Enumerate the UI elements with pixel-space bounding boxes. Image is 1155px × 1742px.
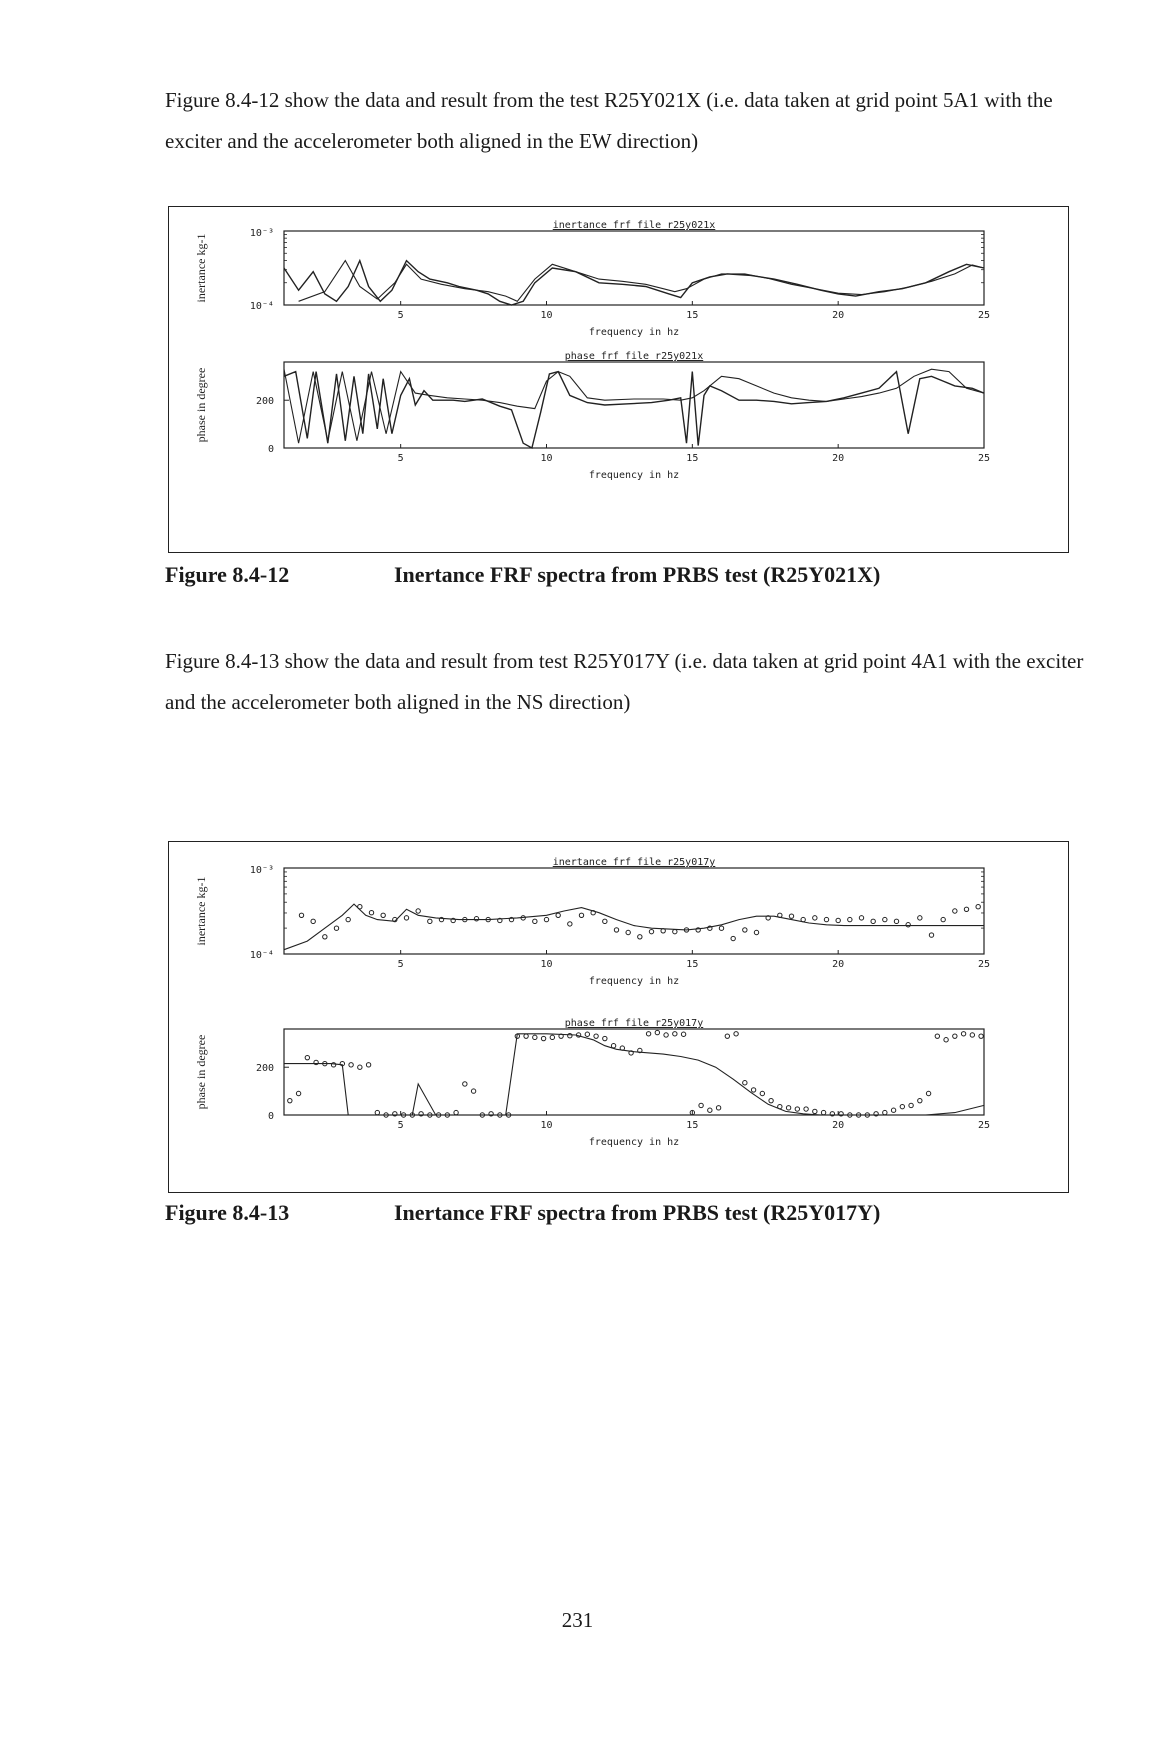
- data-point: [673, 929, 677, 933]
- data-point: [944, 1038, 948, 1042]
- panel-title: inertance frf file r25y021x: [552, 220, 716, 231]
- data-point: [550, 1035, 554, 1039]
- x-tick-label: 5: [397, 453, 404, 464]
- data-point: [594, 1034, 598, 1038]
- data-point: [725, 1034, 729, 1038]
- data-point: [900, 1104, 904, 1108]
- x-axis-label: frequency in hz: [588, 976, 680, 987]
- data-point: [626, 930, 630, 934]
- figure-caption: Inertance FRF spectra from PRBS test (R25Y021X): [394, 562, 881, 587]
- data-point: [603, 919, 607, 923]
- data-point: [859, 916, 863, 920]
- data-point: [579, 913, 583, 917]
- figure-number: Figure 8.4-12: [165, 562, 290, 587]
- figure-8-4-12-plot: [169, 207, 1068, 552]
- x-tick-label: 15: [686, 959, 699, 970]
- page-number: 231: [561, 1608, 594, 1632]
- data-point: [813, 1109, 817, 1113]
- x-tick-label: 5: [397, 310, 404, 321]
- data-point: [349, 1063, 353, 1067]
- data-point: [929, 933, 933, 937]
- data-point: [909, 1103, 913, 1107]
- data-point: [646, 1032, 650, 1036]
- plot-frame: [284, 362, 984, 448]
- data-point: [681, 1032, 685, 1036]
- data-point: [366, 1063, 370, 1067]
- data-point: [533, 919, 537, 923]
- figure-8-4-12: [168, 206, 1069, 553]
- x-tick-label: 10: [540, 453, 553, 464]
- data-point: [603, 1036, 607, 1040]
- x-tick-label: 5: [397, 1120, 404, 1131]
- data-point: [760, 1091, 764, 1095]
- fitted-series-line: [284, 904, 984, 950]
- data-point: [769, 1098, 773, 1102]
- data-point: [836, 918, 840, 922]
- x-tick-label: 10: [540, 959, 553, 970]
- y-tick-label: 200: [255, 396, 274, 408]
- data-point: [941, 917, 945, 921]
- data-point: [795, 1107, 799, 1111]
- data-point: [541, 1036, 545, 1040]
- data-point: [381, 913, 385, 917]
- data-point: [471, 1089, 475, 1093]
- data-point: [334, 926, 338, 930]
- bottom-panel: [194, 351, 990, 481]
- data-point: [358, 1065, 362, 1069]
- data-point: [463, 1082, 467, 1086]
- measured-series-line: [284, 372, 984, 448]
- y-tick-label: 0: [267, 444, 274, 455]
- x-tick-label: 20: [832, 959, 845, 970]
- data-point: [918, 1098, 922, 1102]
- data-point: [906, 923, 910, 927]
- data-point: [754, 930, 758, 934]
- data-point: [664, 1033, 668, 1037]
- data-point: [821, 1110, 825, 1114]
- top-panel: [194, 220, 990, 338]
- data-point: [716, 1106, 720, 1110]
- x-tick-label: 15: [686, 1120, 699, 1131]
- data-point: [673, 1032, 677, 1036]
- x-tick-label: 10: [540, 1120, 553, 1131]
- y-axis-label: phase in degree: [194, 367, 208, 443]
- x-tick-label: 10: [540, 310, 553, 321]
- data-point: [848, 917, 852, 921]
- data-point: [346, 917, 350, 921]
- y-tick-label: 10⁻⁴: [249, 301, 274, 312]
- y-axis-label: inertance kg-1: [194, 876, 208, 946]
- x-axis-label: frequency in hz: [588, 1137, 680, 1148]
- fitted-series-line: [284, 369, 984, 443]
- data-point: [734, 1032, 738, 1036]
- data-point: [655, 1030, 659, 1034]
- x-tick-label: 20: [832, 453, 845, 464]
- plot-frame: [284, 868, 984, 954]
- y-tick-label: 10⁻⁴: [249, 950, 274, 961]
- y-axis-label: inertance kg-1: [194, 233, 208, 303]
- data-point: [288, 1098, 292, 1102]
- data-point: [699, 1103, 703, 1107]
- data-point: [708, 1108, 712, 1112]
- data-point: [743, 928, 747, 932]
- x-tick-label: 15: [686, 453, 699, 464]
- panel-title: phase frf file r25y017y: [564, 1018, 704, 1029]
- data-point: [926, 1091, 930, 1095]
- data-point: [979, 1034, 983, 1038]
- x-tick-label: 20: [832, 1120, 845, 1131]
- x-tick-label: 25: [977, 310, 991, 321]
- data-point: [404, 916, 408, 920]
- data-point: [789, 914, 793, 918]
- data-point: [296, 1091, 300, 1095]
- data-point: [556, 913, 560, 917]
- plot-frame: [284, 1029, 984, 1115]
- y-tick-label: 10⁻³: [249, 228, 274, 239]
- data-point: [891, 1108, 895, 1112]
- panel-title: phase frf file r25y021x: [564, 351, 704, 362]
- data-point: [883, 917, 887, 921]
- data-point: [375, 1110, 379, 1114]
- data-point: [544, 917, 548, 921]
- data-point: [824, 917, 828, 921]
- data-point: [883, 1110, 887, 1114]
- fitted-series-line: [284, 1034, 984, 1115]
- figure-number: Figure 8.4-13: [165, 1200, 290, 1225]
- x-tick-label: 15: [686, 310, 699, 321]
- data-point: [871, 919, 875, 923]
- data-point: [533, 1035, 537, 1039]
- x-axis-label: frequency in hz: [588, 470, 680, 481]
- data-point: [970, 1033, 974, 1037]
- y-tick-label: 0: [267, 1111, 274, 1122]
- x-axis-label: frequency in hz: [588, 327, 680, 338]
- data-point: [935, 1034, 939, 1038]
- figure-8-4-13-plot: [169, 842, 1068, 1192]
- data-point: [976, 905, 980, 909]
- figure-8-4-13: [168, 841, 1069, 1193]
- data-point: [743, 1081, 747, 1085]
- data-point: [786, 1106, 790, 1110]
- data-point: [311, 919, 315, 923]
- data-point: [416, 909, 420, 913]
- y-axis-label: phase in degree: [194, 1034, 208, 1110]
- data-point: [524, 1034, 528, 1038]
- data-point: [474, 917, 478, 921]
- data-point: [638, 935, 642, 939]
- data-point: [961, 1032, 965, 1036]
- data-point: [614, 928, 618, 932]
- fitted-series-line: [299, 261, 984, 302]
- data-point: [299, 913, 303, 917]
- panel-title: inertance frf file r25y017y: [552, 857, 716, 868]
- x-tick-label: 25: [977, 453, 991, 464]
- top-panel: [194, 857, 990, 987]
- x-tick-label: 25: [977, 959, 991, 970]
- bottom-panel: [194, 1018, 990, 1148]
- data-point: [813, 916, 817, 920]
- intro-paragraph-1: Figure 8.4-12 show the data and result from the test R25Y021X (i.e. data taken at grid point 5A1 with the exciter and the accelerometer both aligned in the EW direction): [165, 88, 1053, 153]
- data-point: [918, 916, 922, 920]
- data-point: [611, 1044, 615, 1048]
- x-tick-label: 25: [977, 1120, 991, 1131]
- figure-caption: Inertance FRF spectra from PRBS test (R25Y017Y): [394, 1200, 881, 1225]
- data-point: [568, 922, 572, 926]
- data-point: [953, 909, 957, 913]
- data-point: [894, 919, 898, 923]
- data-point: [804, 1107, 808, 1111]
- data-point: [369, 911, 373, 915]
- data-point: [731, 936, 735, 940]
- y-tick-label: 10⁻³: [249, 865, 274, 876]
- data-point: [323, 935, 327, 939]
- data-point: [751, 1088, 755, 1092]
- data-point: [964, 907, 968, 911]
- data-point: [953, 1034, 957, 1038]
- data-point: [454, 1110, 458, 1114]
- data-point: [649, 929, 653, 933]
- data-point: [719, 926, 723, 930]
- intro-paragraph-2: Figure 8.4-13 show the data and result from test R25Y017Y (i.e. data taken at grid point 4A1 with the exciter and the accelerometer both aligned in the NS direction): [165, 649, 1084, 714]
- x-tick-label: 5: [397, 959, 404, 970]
- data-point: [428, 919, 432, 923]
- y-tick-label: 200: [255, 1063, 274, 1075]
- data-point: [585, 1032, 589, 1036]
- x-tick-label: 20: [832, 310, 845, 321]
- data-point: [305, 1055, 309, 1059]
